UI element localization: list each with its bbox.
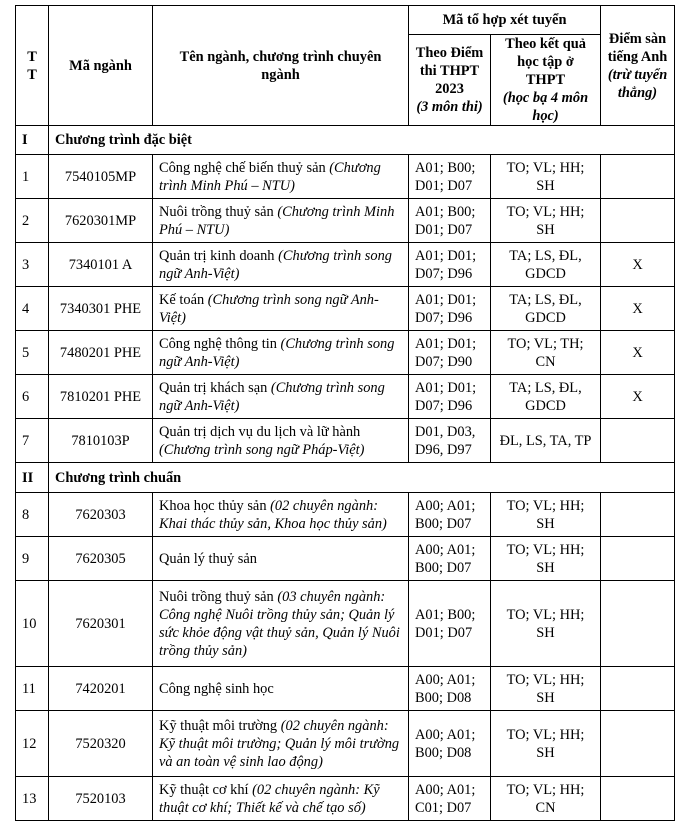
row-tt: 11	[16, 667, 49, 711]
row-english-floor: X	[601, 331, 675, 375]
row-name-text: Kỹ thuật môi trường	[159, 717, 281, 734]
header-combo-exam-note: (3 môn thi)	[416, 99, 483, 115]
row-name-note: (Chương trình Minh Phú – NTU)	[159, 159, 381, 194]
section-number: I	[16, 126, 49, 155]
table-body	[16, 126, 675, 821]
table-row	[16, 287, 675, 331]
row-code: 7620301MP	[49, 199, 153, 243]
row-tt: 7	[16, 419, 49, 463]
table-row	[16, 419, 675, 463]
row-name-text: Quản lý thuỷ sản	[159, 550, 257, 567]
row-code: 7620305	[49, 537, 153, 581]
header-combo-transcript-main: Theo kết quả học tập ở THPT	[505, 36, 586, 88]
section-title: Chương trình đặc biệt	[49, 126, 675, 155]
row-tt: 8	[16, 493, 49, 537]
header-english-note: (trừ tuyển thẳng)	[607, 66, 668, 101]
admission-table	[15, 5, 675, 821]
row-name-text: Kế toán	[159, 291, 208, 308]
table-row	[16, 199, 675, 243]
row-name	[153, 287, 409, 331]
header-tt: T T	[16, 6, 49, 126]
row-code: 7340301 PHE	[49, 287, 153, 331]
row-name	[153, 155, 409, 199]
row-name-note: (Chương trình song ngữ Anh-Việt)	[159, 247, 392, 282]
row-tt: 4	[16, 287, 49, 331]
row-transcript-combo: TO; VL; TH; CN	[491, 331, 601, 375]
row-exam-combo: A00; A01; B00; D08	[409, 711, 491, 777]
table-row	[16, 777, 675, 821]
row-exam-combo: D01, D03, D96, D97	[409, 419, 491, 463]
row-code: 7810201 PHE	[49, 375, 153, 419]
row-name	[153, 581, 409, 667]
row-name-text: Nuôi trồng thuỷ sản	[159, 203, 278, 220]
row-code: 7520320	[49, 711, 153, 777]
row-transcript-combo: TO; VL; HH; SH	[491, 493, 601, 537]
section-row	[16, 463, 675, 493]
row-english-floor: X	[601, 287, 675, 331]
row-exam-combo: A00; A01; B00; D08	[409, 667, 491, 711]
section-row	[16, 126, 675, 155]
section-title: Chương trình chuẩn	[49, 463, 675, 493]
table-row	[16, 155, 675, 199]
row-exam-combo: A01; B00; D01; D07	[409, 581, 491, 667]
row-code: 7480201 PHE	[49, 331, 153, 375]
row-name-note: (Chương trình song ngữ Anh-Việt)	[159, 335, 395, 370]
row-name	[153, 419, 409, 463]
row-english-floor	[601, 667, 675, 711]
row-name-text: Công nghệ sinh học	[159, 680, 274, 697]
row-name	[153, 199, 409, 243]
header-combo-exam-main: Theo Điểm thi THPT 2023	[415, 45, 484, 97]
row-code: 7520103	[49, 777, 153, 821]
table-row	[16, 243, 675, 287]
row-transcript-combo: ĐL, LS, TA, TP	[491, 419, 601, 463]
row-name-text: Khoa học thủy sản	[159, 497, 271, 514]
row-transcript-combo: TA; LS, ĐL, GDCD	[491, 287, 601, 331]
row-transcript-combo: TO; VL; HH; SH	[491, 199, 601, 243]
row-name-note: (02 chuyên ngành: Kỹ thuật môi trường; Quản lý môi trường và an toàn vệ sinh lao động)	[159, 717, 400, 770]
header-combo-exam	[409, 35, 491, 126]
row-name-note: (Chương trình song ngữ Pháp-Việt)	[159, 441, 365, 458]
row-name	[153, 711, 409, 777]
section-number: II	[16, 463, 49, 493]
table-row	[16, 667, 675, 711]
row-english-floor	[601, 777, 675, 821]
row-code: 7420201	[49, 667, 153, 711]
row-name-text: Công nghệ thông tin	[159, 335, 281, 352]
header-english-main: Điểm sàn tiếng Anh	[607, 30, 668, 65]
row-exam-combo: A01; B00; D01; D07	[409, 199, 491, 243]
row-name	[153, 375, 409, 419]
admission-document	[15, 5, 675, 821]
header-combo-transcript	[491, 35, 601, 126]
row-tt: 9	[16, 537, 49, 581]
header-row-1	[16, 6, 675, 35]
header-combo-group: Mã tổ hợp xét tuyển	[409, 6, 601, 35]
row-tt: 5	[16, 331, 49, 375]
row-name	[153, 243, 409, 287]
row-tt: 10	[16, 581, 49, 667]
row-transcript-combo: TO; VL; HH; SH	[491, 155, 601, 199]
table-row	[16, 331, 675, 375]
row-transcript-combo: TO; VL; HH; CN	[491, 777, 601, 821]
row-name	[153, 537, 409, 581]
row-transcript-combo: TO; VL; HH; SH	[491, 667, 601, 711]
table-row	[16, 581, 675, 667]
row-name-text: Nuôi trồng thuỷ sản	[159, 588, 278, 605]
row-name	[153, 667, 409, 711]
row-english-floor	[601, 711, 675, 777]
row-code: 7340101 A	[49, 243, 153, 287]
row-tt: 1	[16, 155, 49, 199]
table-row	[16, 711, 675, 777]
row-name-text: Quản trị khách sạn	[159, 379, 271, 396]
row-code: 7540105MP	[49, 155, 153, 199]
row-english-floor: X	[601, 243, 675, 287]
row-english-floor	[601, 155, 675, 199]
row-tt: 13	[16, 777, 49, 821]
row-transcript-combo: TA; LS, ĐL, GDCD	[491, 375, 601, 419]
row-transcript-combo: TO; VL; HH; SH	[491, 711, 601, 777]
row-tt: 3	[16, 243, 49, 287]
table-row	[16, 375, 675, 419]
row-exam-combo: A01; D01; D07; D96	[409, 287, 491, 331]
row-transcript-combo: TO; VL; HH; SH	[491, 537, 601, 581]
row-exam-combo: A01; B00; D01; D07	[409, 155, 491, 199]
row-tt: 6	[16, 375, 49, 419]
row-name-text: Công nghệ chế biến thuỷ sản	[159, 159, 330, 176]
row-name-text: Kỹ thuật cơ khí	[159, 781, 253, 798]
row-name-text: Quản trị dịch vụ du lịch và lữ hành	[159, 423, 361, 440]
row-name-note: (02 chuyên ngành: Khai thác thủy sản, Khoa học thủy sản)	[159, 497, 387, 532]
row-exam-combo: A01; D01; D07; D96	[409, 243, 491, 287]
row-name	[153, 777, 409, 821]
header-english	[601, 6, 675, 126]
row-name-text: Quản trị kinh doanh	[159, 247, 279, 264]
row-english-floor	[601, 537, 675, 581]
row-english-floor: X	[601, 375, 675, 419]
row-name	[153, 493, 409, 537]
row-tt: 2	[16, 199, 49, 243]
header-combo-transcript-note: (học bạ 4 môn học)	[502, 90, 589, 124]
row-name-note: (Chương trình Minh Phú – NTU)	[159, 203, 395, 238]
row-code: 7620301	[49, 581, 153, 667]
header-name: Tên ngành, chương trình chuyên ngành	[153, 6, 409, 126]
row-transcript-combo: TA; LS, ĐL, GDCD	[491, 243, 601, 287]
row-exam-combo: A01; D01; D07; D90	[409, 331, 491, 375]
row-name-note: (02 chuyên ngành: Kỹ thuật cơ khí; Thiết kế và chế tạo số)	[159, 781, 380, 816]
row-exam-combo: A00; A01; B00; D07	[409, 537, 491, 581]
table-row	[16, 493, 675, 537]
row-transcript-combo: TO; VL; HH; SH	[491, 581, 601, 667]
row-tt: 12	[16, 711, 49, 777]
row-english-floor	[601, 419, 675, 463]
row-exam-combo: A00; A01; B00; D07	[409, 493, 491, 537]
row-name	[153, 331, 409, 375]
row-name-note: (Chương trình song ngữ Anh-Việt)	[159, 379, 385, 414]
row-english-floor	[601, 199, 675, 243]
table-row	[16, 537, 675, 581]
row-english-floor	[601, 493, 675, 537]
header-code: Mã ngành	[49, 6, 153, 126]
row-exam-combo: A00; A01; C01; D07	[409, 777, 491, 821]
row-name-note: (Chương trình song ngữ Anh-Việt)	[159, 291, 379, 326]
row-exam-combo: A01; D01; D07; D96	[409, 375, 491, 419]
row-english-floor	[601, 581, 675, 667]
row-code: 7810103P	[49, 419, 153, 463]
row-name-note: (03 chuyên ngành: Công nghệ Nuôi trồng thủy sản; Quản lý sức khỏe động vật thuỷ sản, Quản lý Nuôi trồng thủy sản)	[159, 588, 400, 659]
row-code: 7620303	[49, 493, 153, 537]
